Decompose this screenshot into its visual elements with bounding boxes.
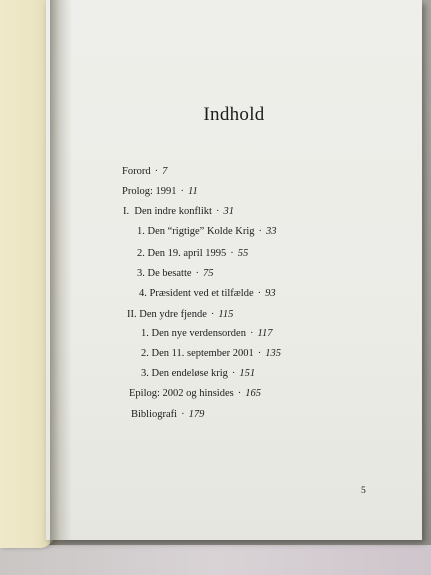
toc-entry-chapter [141, 328, 272, 339]
page-content [46, 0, 422, 540]
toc-separator: · [249, 328, 254, 339]
page-title: Indhold [203, 104, 265, 125]
toc-label: II. Den ydre fjende [127, 309, 207, 320]
toc-entry-epilog [129, 388, 261, 399]
toc-entry-chapter [137, 268, 214, 279]
toc-page: 31 [223, 206, 234, 217]
toc-page: 11 [188, 186, 198, 197]
gutter-shadow [50, 0, 72, 545]
toc-separator: · [258, 226, 263, 237]
toc-label: 2. Den 19. april 1995 [137, 248, 227, 259]
toc-entry-chapter [137, 248, 248, 259]
toc-label: Prolog: 1991 [122, 186, 177, 197]
toc-label: Bibliografi [131, 409, 178, 420]
toc-page: 151 [239, 368, 256, 379]
toc-separator: · [230, 248, 234, 259]
toc-label: I. Den indre konflikt [123, 206, 212, 217]
toc-page: 165 [245, 388, 261, 399]
toc-separator: · [154, 166, 159, 177]
toc-entry-chapter [137, 226, 277, 237]
toc-separator: · [215, 206, 220, 217]
toc-page: 115 [218, 309, 234, 320]
toc-label: 3. Den endeløse krig [141, 368, 228, 379]
toc-page: 75 [203, 268, 214, 279]
toc-label: 3. De besatte [137, 268, 192, 279]
toc-entry-chapter [141, 348, 281, 359]
toc-page: 7 [162, 166, 168, 177]
toc-page: 93 [265, 288, 276, 299]
book-page [46, 0, 422, 540]
toc-label: Forord [122, 166, 151, 177]
toc-entry-chapter [141, 368, 255, 379]
toc-separator: · [231, 368, 236, 379]
toc-separator: · [195, 268, 200, 279]
toc-label: 4. Præsident ved et tilfælde [139, 288, 254, 299]
toc-entry-forord [122, 166, 167, 177]
toc-entry-part-2 [127, 309, 233, 320]
toc-entry-part-1 [123, 206, 234, 217]
toc-page: 55 [237, 248, 249, 259]
toc-entry-bibliografi [131, 409, 204, 420]
toc-label: Epilog: 2002 og hinsides [129, 388, 234, 399]
toc-separator: · [257, 348, 262, 359]
toc-entry-prolog [122, 186, 198, 197]
toc-entry-chapter [139, 288, 276, 299]
toc-separator: · [210, 309, 215, 320]
toc-page: 117 [257, 328, 273, 339]
toc-separator: · [180, 186, 185, 197]
toc-separator: · [181, 409, 185, 420]
toc-page: 33 [266, 226, 277, 237]
toc-label: 1. Den nye verdensorden [141, 328, 246, 339]
toc-separator: · [257, 288, 262, 299]
toc-page: 135 [265, 348, 282, 359]
toc-page: 179 [188, 409, 205, 420]
toc-separator: · [237, 388, 242, 399]
table-surface [0, 545, 431, 575]
toc-label: 2. Den 11. september 2001 [141, 348, 254, 359]
toc-label: 1. Den “rigtige” Kolde Krig [137, 226, 255, 237]
page-number: 5 [361, 486, 366, 496]
